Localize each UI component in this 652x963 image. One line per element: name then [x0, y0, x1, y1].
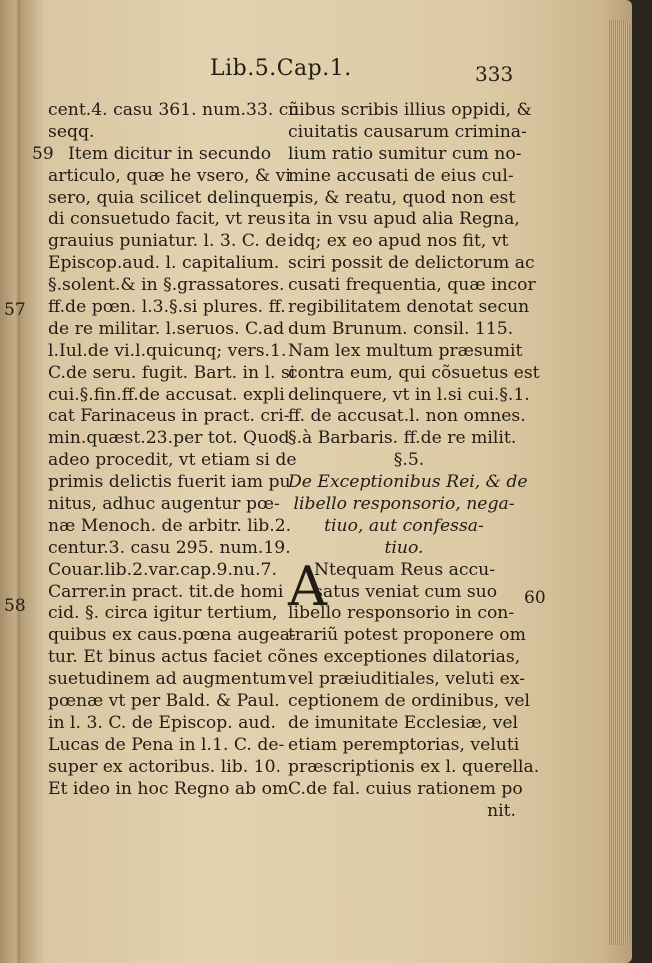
- text-line: tur. Et binus actus faciet cõ: [48, 647, 288, 668]
- margin-number-60: 60: [524, 588, 546, 608]
- text-line: Item dicitur in secundo: [68, 143, 272, 164]
- text-line: cent.4. casu 361. num.33. cũ: [48, 100, 300, 120]
- text-line: in l. 3. C. de Episcop. aud.: [48, 712, 276, 733]
- text-line: Et ideo in hoc Regno ab om: [48, 778, 289, 799]
- text-line: quibus ex caus.pœna augea-: [48, 625, 296, 646]
- text-line: adeo procedit, vt etiam si de: [48, 450, 297, 471]
- drop-cap: A: [288, 554, 327, 618]
- text-line: l.Iul.de vi.l.quicunq; vers.1.: [48, 340, 287, 361]
- text-line: contra eum, qui cõsuetus est: [288, 362, 540, 383]
- text-line: præscriptionis ex l. querella.: [288, 756, 540, 777]
- text-line: grauius puniatur. l. 3. C. de: [48, 231, 287, 252]
- text-line: sero, quia scilicet delinquen: [48, 187, 294, 208]
- facing-page-edge: [0, 0, 22, 963]
- text-line: nes exceptiones dilatorias,: [288, 647, 521, 668]
- text-line: næ Menoch. de arbitr. lib.2.: [48, 515, 292, 536]
- page-stack-edge: [608, 20, 630, 945]
- page-number: 333: [475, 62, 514, 86]
- text-line: Nam lex multum præsumit: [288, 340, 523, 361]
- margin-number-59: 59: [32, 144, 54, 164]
- text-line: satus veniat cum suo: [314, 581, 498, 602]
- section-mark: §.5.: [393, 450, 425, 471]
- text-line: lium ratio sumitur cum no-: [288, 143, 522, 164]
- text-line: ff. de accusat.l. non omnes.: [288, 406, 526, 427]
- text-line: de imunitate Ecclesiæ, vel: [288, 712, 519, 733]
- text-line: de re militar. l.seruos. C.ad: [48, 318, 285, 339]
- text-line: etiam peremptorias, veluti: [288, 734, 520, 755]
- text-line: ceptionem de ordinibus, vel: [288, 691, 531, 712]
- text-line: Lucas de Pena in l.1. C. de-: [48, 734, 285, 755]
- page-header: [20, 52, 632, 92]
- text-line: nitus, adhuc augentur pœ-: [48, 494, 280, 515]
- text-line: §.solent.& in §.grassatores.: [48, 275, 285, 296]
- text-line: nibus scribis illius oppidi, &: [288, 100, 532, 120]
- text-line: ita in vsu apud alia Regna,: [288, 209, 520, 230]
- text-line: regibilitatem denotat secun: [288, 297, 530, 318]
- text-line: pœnæ vt per Bald. & Paul.: [48, 691, 280, 712]
- text-line: cui.§.fin.ff.de accusat. expli: [48, 384, 285, 405]
- text-line: §.à Barbaris. ff.de re milit.: [288, 428, 517, 449]
- text-line: Couar.lib.2.var.cap.9.nu.7.: [48, 559, 277, 580]
- text-line: ff.de pœn. l.3.§.si plures. ff.: [48, 297, 286, 318]
- text-line: seqq.: [48, 121, 95, 142]
- text-line: libello responsorio in con-: [288, 603, 515, 624]
- section-title-line: tiuo, aut confessa-: [324, 515, 484, 536]
- text-line: nit.: [487, 800, 516, 821]
- book-page: [4, 0, 632, 963]
- text-line: Episcop.aud. l. capitalium.: [48, 253, 280, 274]
- margin-number-58: 58: [4, 596, 26, 616]
- section-title-line: De Exceptionibus Rei, & de: [288, 472, 528, 493]
- section-title-line: libello responsorio, nega-: [293, 494, 515, 515]
- text-line: suetudinem ad augmentum: [48, 669, 287, 690]
- left-text-column: [48, 100, 298, 801]
- section-title-line: tiuo.: [384, 537, 424, 558]
- text-line: ciuitatis causarum crimina-: [288, 121, 527, 142]
- text-line: primis delictis fuerit iam pu: [48, 472, 291, 493]
- text-line: centur.3. casu 295. num.19.: [48, 537, 291, 558]
- text-line: C.de fal. cuius rationem po: [288, 778, 523, 799]
- text-line: C.de seru. fugit. Bart. in l. si: [48, 362, 296, 383]
- text-line: idq; ex eo apud nos fit, vt: [288, 231, 509, 252]
- text-line: cusati frequentia, quæ incor: [288, 275, 536, 296]
- text-line: Carrer.in pract. tit.de homi: [48, 581, 284, 602]
- text-line: super ex actoribus. lib. 10.: [48, 756, 281, 777]
- text-line: dum Brunum. consil. 115.: [288, 318, 514, 339]
- text-line: cat Farinaceus in pract. cri-: [48, 406, 290, 427]
- text-line: articulo, quæ he vsero, & vi: [48, 165, 291, 186]
- text-line: min.quæst.23.per tot. Quod: [48, 428, 290, 449]
- margin-number-57: 57: [4, 300, 26, 320]
- text-line: cid. §. circa igitur tertium,: [48, 603, 278, 624]
- text-line: trariũ potest proponere om: [288, 625, 526, 646]
- text-line: sciri possit de delictorum ac: [288, 253, 535, 274]
- text-line: Ntequam Reus accu-: [314, 559, 496, 580]
- running-head: Lib.5.Cap.1.: [210, 56, 352, 81]
- text-line: di consuetudo facit, vt reus: [48, 209, 286, 230]
- text-line: pis, & reatu, quod non est: [288, 187, 516, 208]
- text-line: delinquere, vt in l.si cui.§.1.: [288, 384, 530, 405]
- text-line: vel præiuditiales, veluti ex-: [288, 669, 526, 690]
- text-line: mine accusati de eius cul-: [288, 165, 514, 186]
